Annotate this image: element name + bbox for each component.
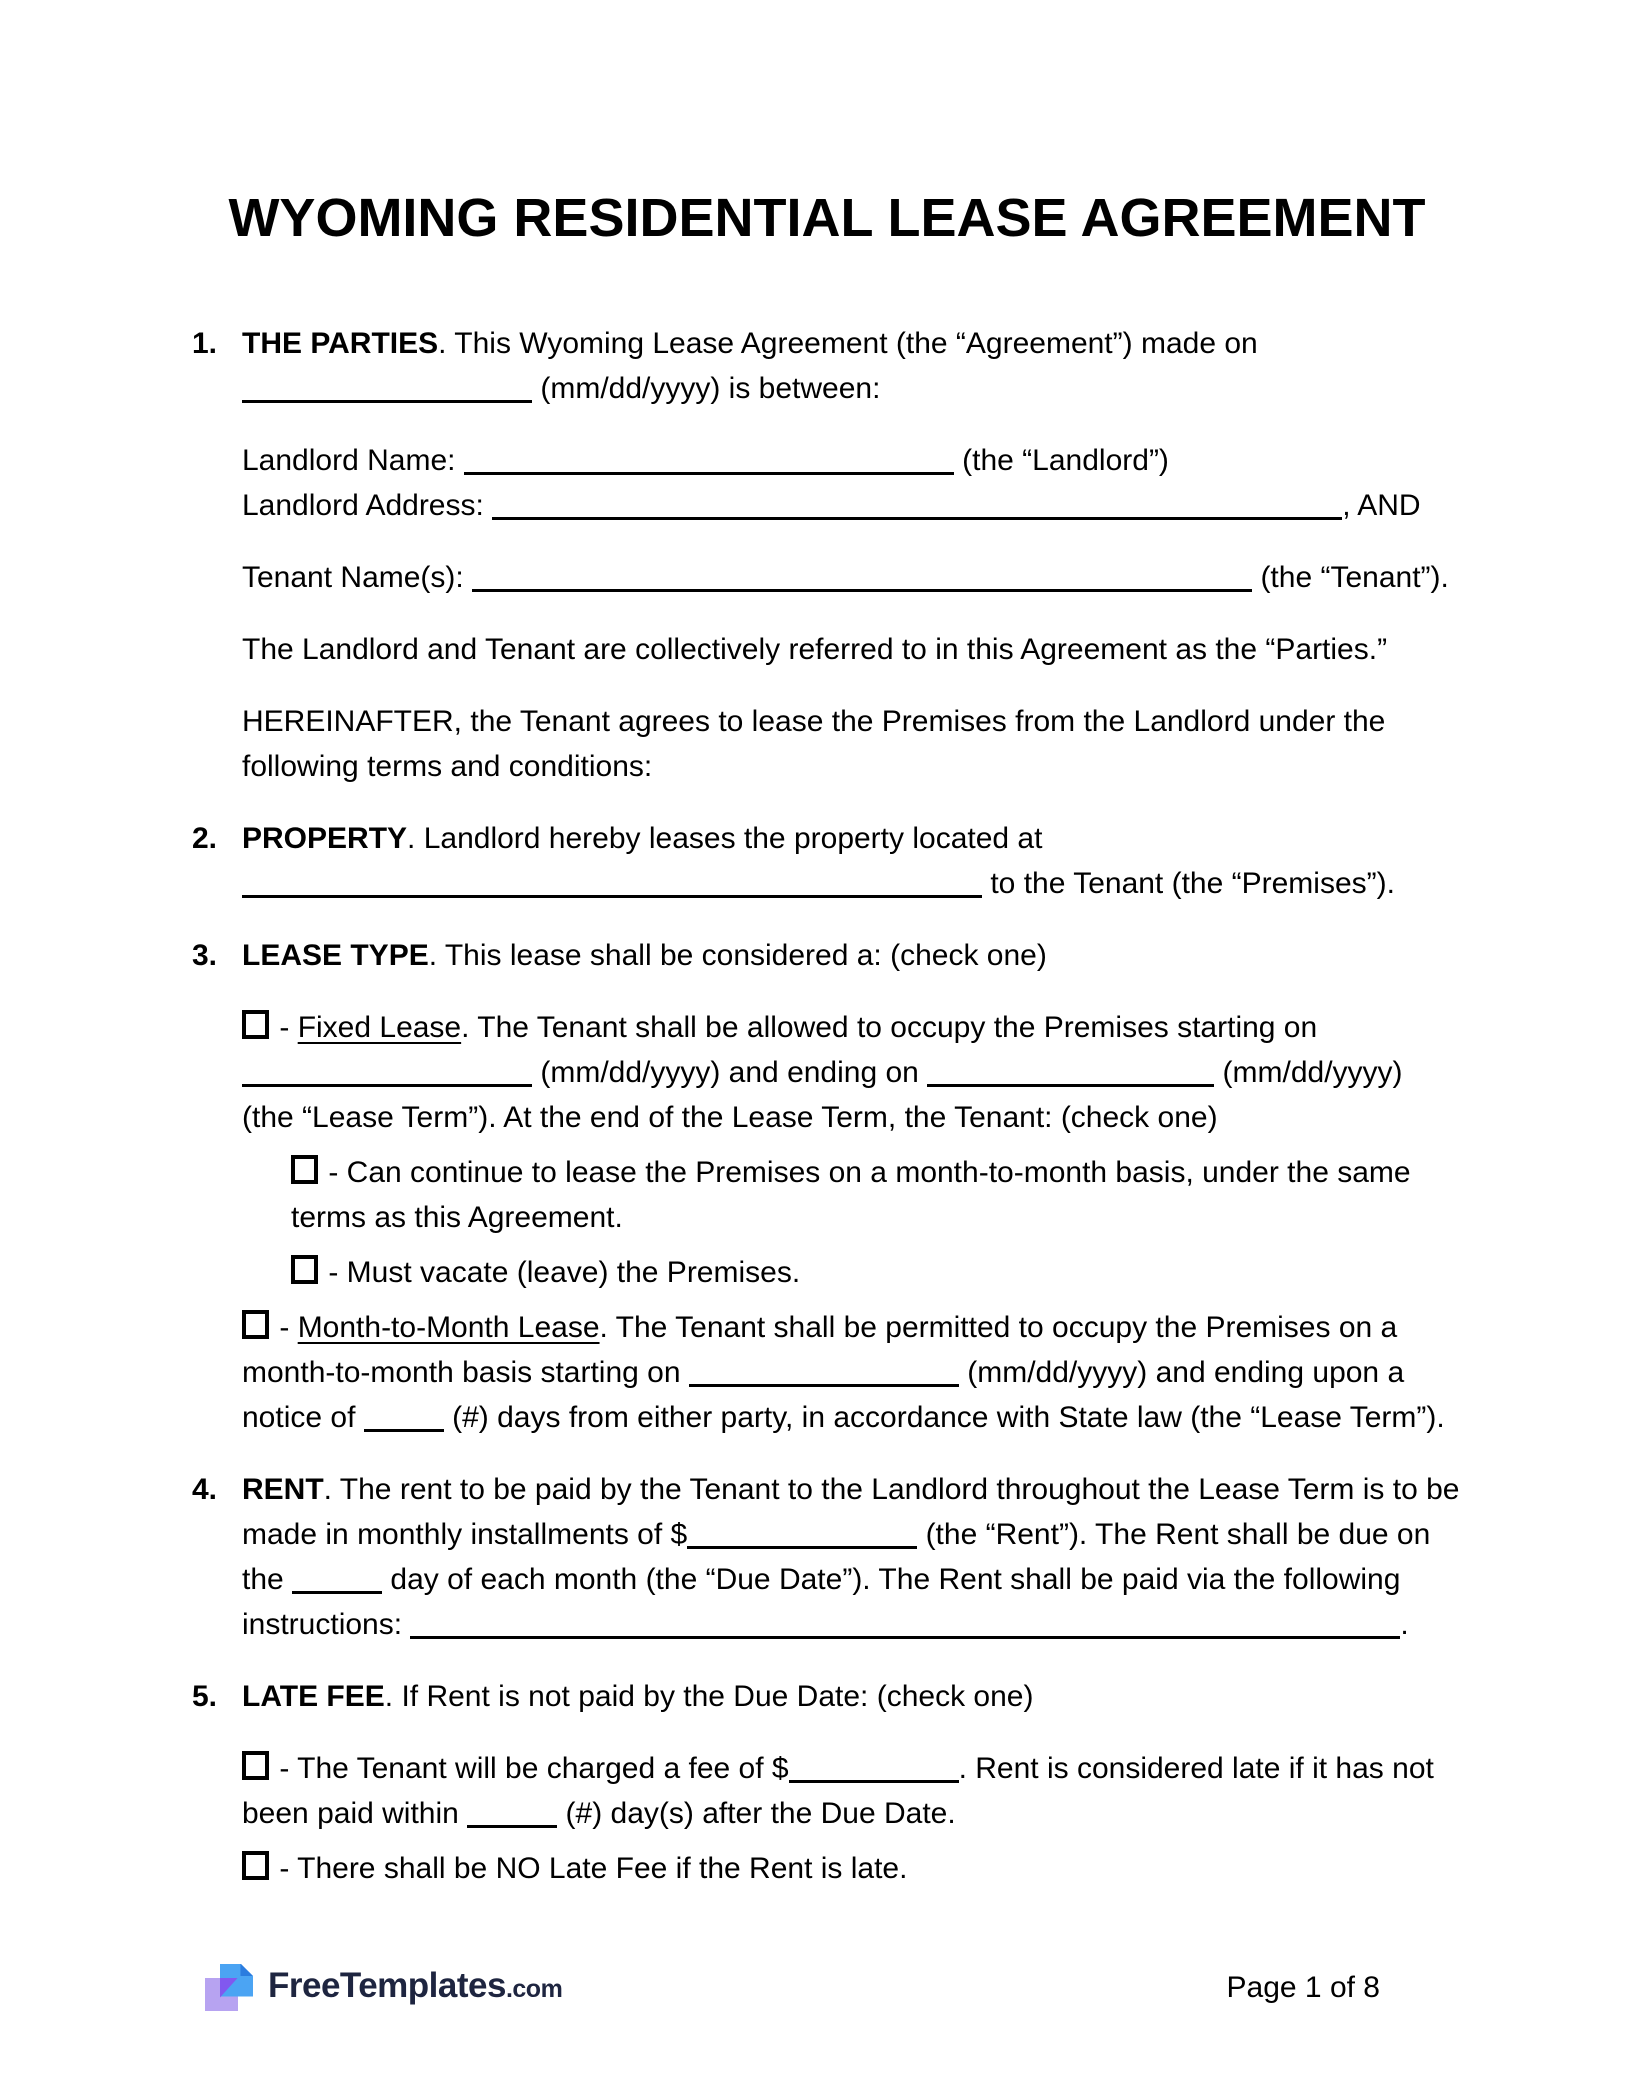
section-2-intro-text: . Landlord hereby leases the property located at [407,822,1043,855]
landlord-block [192,438,1462,528]
no-late-fee-text: - There shall be NO Late Fee if the Rent is late. [279,1852,908,1885]
section-2-after: to the Tenant (the “Premises”). [990,867,1395,900]
option-must-vacate-text: - Must vacate (leave) the Premises. [328,1256,801,1289]
checkbox-late-fee-charged[interactable] [242,1751,269,1780]
blank-m2m-start-date[interactable] [689,1354,959,1387]
blank-fixed-end-date[interactable] [927,1054,1214,1087]
brand-text: FreeTemplates [268,1966,506,2005]
section-5-intro [192,1674,1462,1719]
section-1-intro-after: (mm/dd/yyyy) is between: [540,372,881,405]
section-2-heading: PROPERTY [242,822,408,855]
tenant-after: (the “Tenant”). [1260,561,1449,594]
section-1-heading: THE PARTIES [242,327,439,360]
checkbox-month-to-month-lease[interactable] [242,1310,269,1339]
blank-tenant-names[interactable] [472,559,1252,592]
tenant-line [192,555,1462,600]
fixed-lease-text: . The Tenant shall be allowed to occupy the Premises starting on [461,1011,1318,1044]
section-3-heading: LEASE TYPE [242,939,429,972]
fixed-lease-option [192,1005,1462,1140]
blank-rent-due-day[interactable] [292,1561,382,1594]
section-5-intro-text: . If Rent is not paid by the Due Date: (check one) [384,1680,1034,1713]
landlord-address-line [242,483,1462,528]
blank-late-fee-amount[interactable] [789,1750,959,1783]
late-fee-option [192,1746,1462,1836]
fixed-lease-end: (mm/dd/yyyy) (the “Lease Term”). At the end of the Lease Term, the Tenant: (check one) [242,1056,1403,1134]
late-fee-before: - The Tenant will be charged a fee of $ [279,1752,789,1785]
checkbox-no-late-fee[interactable] [242,1851,269,1880]
section-4-period: . [1400,1608,1409,1641]
blank-late-fee-days[interactable] [467,1795,557,1828]
landlord-name-line [242,438,1462,483]
section-4-after-day: day of each month (the “Due Date”). The Rent shall be paid via the following instructions: [242,1563,1401,1641]
blank-m2m-notice-days[interactable] [364,1399,444,1432]
month-to-month-end: (#) days from either party, in accordance with State law (the “Lease Term”). [452,1401,1445,1434]
month-to-month-mid: (mm/dd/yyyy) and ending upon a notice of [242,1356,1405,1434]
section-3-number: 3. [192,939,218,972]
page-number: Page 1 of 8 [1226,1971,1380,2004]
blank-rent-amount[interactable] [687,1516,917,1549]
late-fee-end: (#) day(s) after the Due Date. [565,1797,956,1830]
checkbox-must-vacate[interactable] [291,1255,318,1284]
tenant-label: Tenant Name(s): [242,561,464,594]
page-footer [205,1962,1380,2013]
hereinafter-sentence: HEREINAFTER, the Tenant agrees to lease the Premises from the Landlord under the following terms and conditions: [242,705,1386,783]
option-continue-month-to-month [192,1150,1462,1240]
landlord-name-label: Landlord Name: [242,444,456,477]
section-4 [192,1467,1462,1647]
freetemplates-logo[interactable] [205,1962,562,2013]
fixed-lease-dash: - [279,1011,290,1044]
section-4-after-amount: (the “Rent”). The Rent shall be due on the [242,1518,1431,1596]
option-continue-text: - Can continue to lease the Premises on a month-to-month basis, under the same terms as this Agreement. [291,1156,1411,1234]
blank-fixed-start-date[interactable] [242,1054,532,1087]
fixed-lease-label: Fixed Lease [297,1011,462,1044]
blank-landlord-address[interactable] [492,487,1342,520]
blank-agreement-date[interactable] [242,370,532,403]
section-1-intro-text: . This Wyoming Lease Agreement (the “Agreement”) made on [438,327,1258,360]
landlord-name-after: (the “Landlord”) [962,444,1169,477]
month-to-month-dash: - [279,1311,290,1344]
section-5-heading: LATE FEE [242,1680,385,1713]
page-title: WYOMING RESIDENTIAL LEASE AGREEMENT [228,188,1426,248]
fixed-lease-mid: (mm/dd/yyyy) and ending on [540,1056,919,1089]
section-4-heading: RENT [242,1473,324,1506]
section-2-number: 2. [192,822,218,855]
blank-property-address[interactable] [242,865,982,898]
blank-payment-instructions[interactable] [410,1606,1400,1639]
landlord-address-label: Landlord Address: [242,489,484,522]
option-must-vacate [192,1250,1462,1295]
freetemplates-logo-icon [205,1964,253,2012]
section-1-number: 1. [192,327,218,360]
month-to-month-label: Month-to-Month Lease [297,1311,600,1344]
no-late-fee-option [192,1846,1462,1891]
late-fee-mid: . Rent is considered late if it has not been paid within [242,1752,1434,1830]
section-2 [192,816,1462,906]
checkbox-continue-month-to-month[interactable] [291,1155,318,1184]
section-4-number: 4. [192,1473,218,1506]
landlord-address-after: , AND [1342,489,1421,522]
section-4-intro-text: . The rent to be paid by the Tenant to the Landlord throughout the Lease Term is to be made in monthly installments of $ [242,1473,1460,1551]
section-3-intro-text: . This lease shall be considered a: (check one) [428,939,1047,972]
section-5-number: 5. [192,1680,218,1713]
month-to-month-text: . The Tenant shall be permitted to occupy the Premises on a month-to-month basis starting on [242,1311,1398,1389]
section-1-intro [192,321,1462,411]
section-3-intro [192,933,1462,978]
month-to-month-option [192,1305,1462,1440]
checkbox-fixed-lease[interactable] [242,1010,269,1039]
brand-name [268,1962,562,2013]
blank-landlord-name[interactable] [464,442,954,475]
brand-tld: .com [505,1975,563,2003]
parties-sentence: The Landlord and Tenant are collectively referred to in this Agreement as the “Parties.” [242,633,1388,666]
